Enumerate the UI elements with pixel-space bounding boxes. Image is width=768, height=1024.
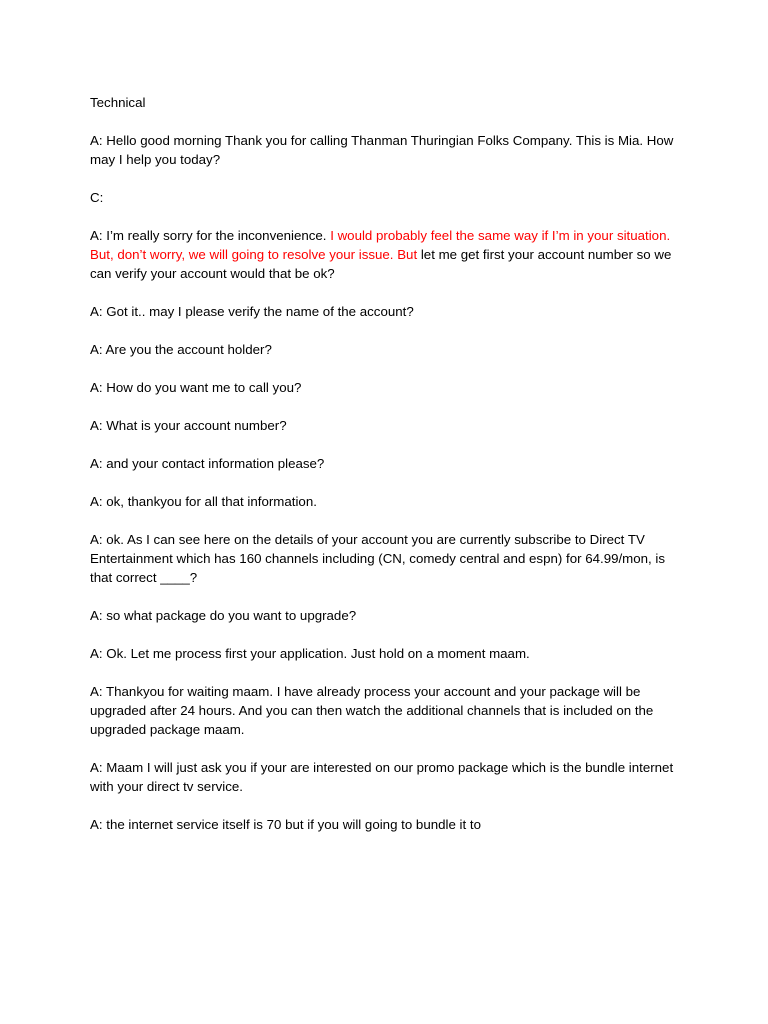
line-text: A: How do you want me to call you? [90,380,302,395]
line-text: A: I’m really sorry for the inconvenience. [90,228,331,243]
dialogue-line [90,682,690,739]
dialogue-line [90,378,690,397]
line-text: A: Got it.. may I please verify the name of the account? [90,304,414,319]
line-text: A: Thankyou for waiting maam. I have already process your account and your package will be upgraded after 24 hours. And you can then watch the additional channels that is included on the upgraded package maam. [90,684,654,737]
document-title: Technical [90,95,146,110]
line-text: A: Ok. Let me process first your application. Just hold on a moment maam. [90,646,530,661]
dialogue-line [90,492,690,511]
dialogue-line [90,644,690,663]
dialogue-line [90,606,690,625]
line-text: A: ok. As I can see here on the details of your account you are currently subscribe to Direct TV Entertainment which has 160 channels including (CN, comedy central and espn) for 64.99/mon, is that correct ____? [90,532,666,585]
line-text: A: ok, thankyou for all that information. [90,494,317,509]
line-text: A: Hello good morning Thank you for calling Thanman Thuringian Folks Company. This is Mia. How may I help you today? [90,133,674,167]
dialogue-line [90,530,690,587]
dialogue-line [90,188,690,207]
dialogue-line [90,302,690,321]
highlighted-text: I would probably feel the same way if I’m in your situation. But, don’t worry, we will going to resolve your issue. But [90,228,671,262]
line-text: A: so what package do you want to upgrade? [90,608,357,623]
line-text: A: Are you the account holder? [90,342,272,357]
dialogue-line [90,416,690,435]
dialogue-line [90,758,690,796]
line-text: A: What is your account number? [90,418,287,433]
line-text: A: and your contact information please? [90,456,325,471]
line-text: A: Maam I will just ask you if your are interested on our promo package which is the bundle internet with your direct tv service. [90,760,674,794]
dialogue-line [90,226,690,283]
dialogue-line [90,340,690,359]
dialogue-line [90,815,690,834]
line-text: A: the internet service itself is 70 but if you will going to bundle it to [90,817,481,832]
dialogue-paragraphs [90,131,690,834]
line-text: C: [90,190,104,205]
document-page [90,93,690,853]
dialogue-line [90,131,690,169]
dialogue-line [90,454,690,473]
line-text: let me get first your account number so we can verify your account would that be ok? [90,247,672,281]
